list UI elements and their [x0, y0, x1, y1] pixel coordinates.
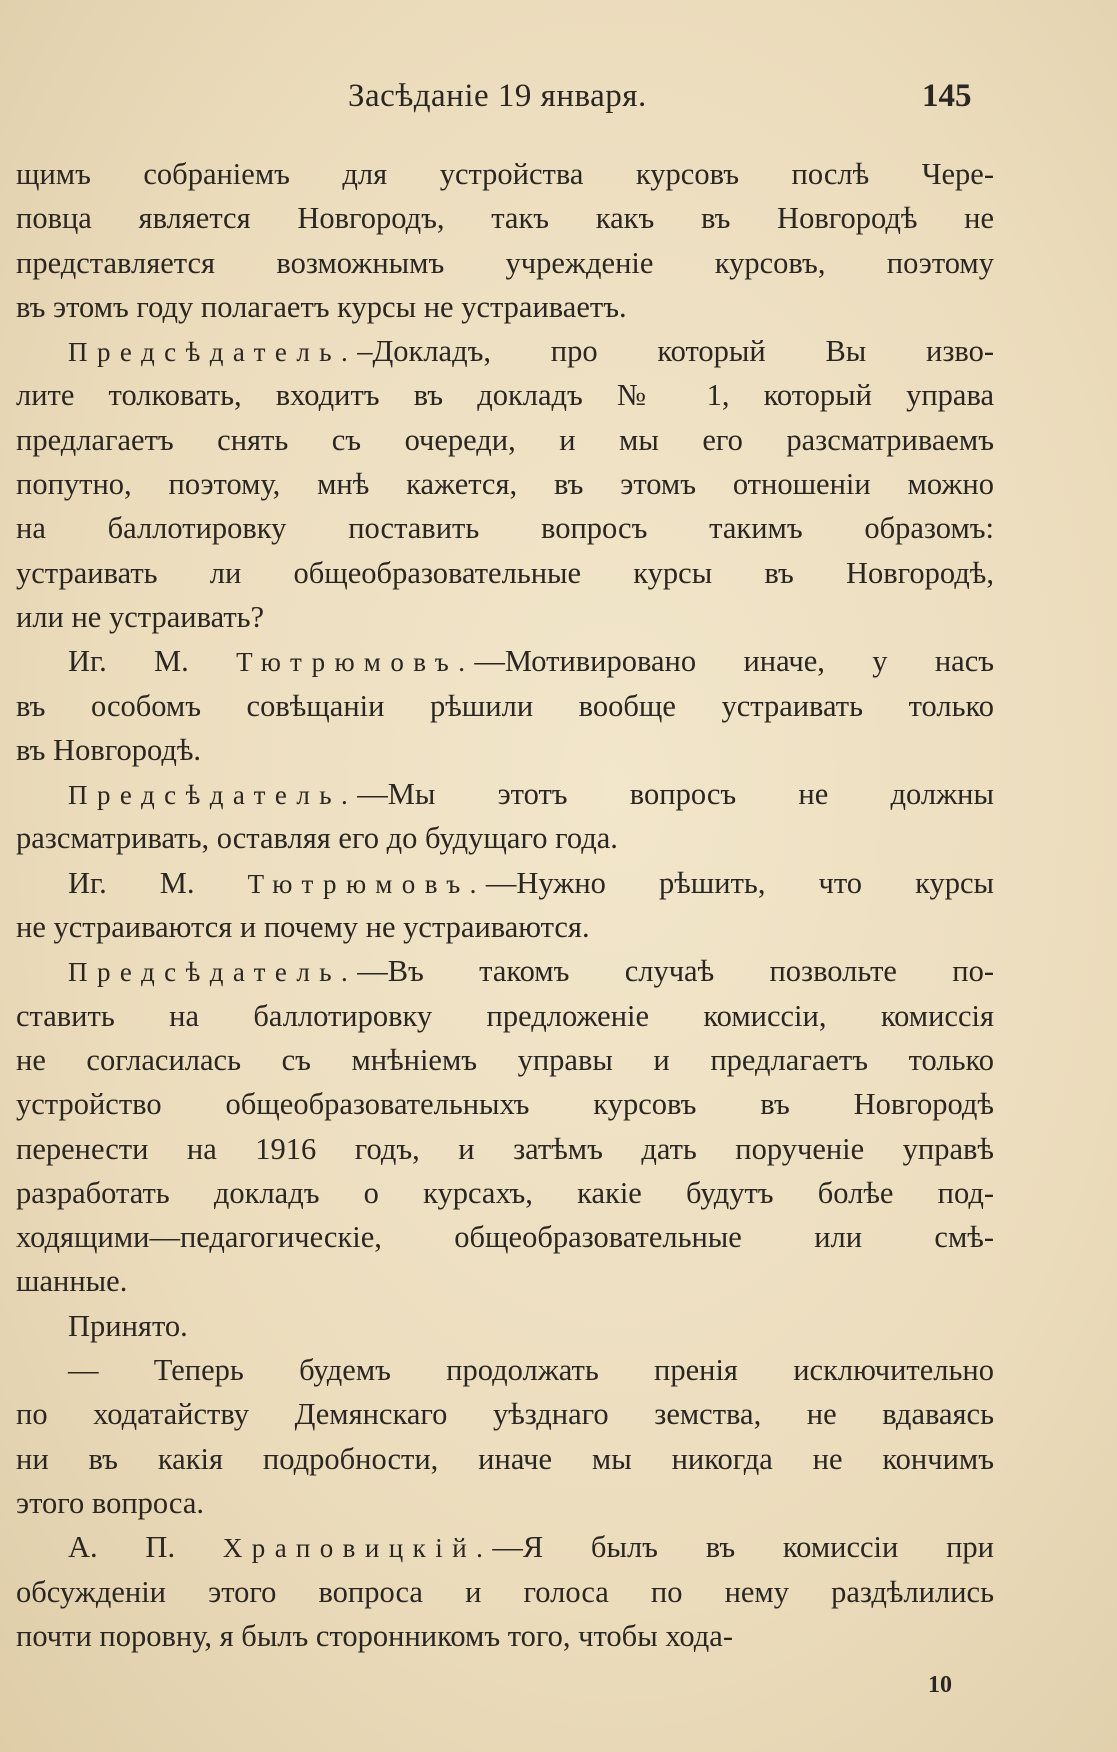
line-text: попутно, поэтому, мнѣ кажется, въ этомъ отношеніи можно: [16, 467, 994, 502]
line-text: Принято.: [68, 1308, 188, 1343]
line-text: –Докладъ, про который Вы изво-: [357, 334, 994, 369]
speaker-initials: А. П.: [68, 1530, 223, 1565]
paragraph: [16, 329, 994, 639]
line-text: не согласилась съ мнѣніемъ управы и предлагаетъ только: [16, 1042, 994, 1077]
paragraph: [16, 152, 994, 329]
line-text: —Мы этотъ вопросъ не должны: [357, 777, 994, 812]
speaker-name: Тютрюмовъ.: [236, 647, 475, 678]
page-number: 145: [922, 78, 972, 114]
line-text: въ этомъ году полагаетъ курсы не устраиваетъ.: [16, 289, 627, 324]
line-text: —Мотивировано иначе, у насъ: [474, 644, 994, 679]
page-header: [0, 78, 1117, 128]
text-line: [16, 506, 994, 550]
text-line: [16, 684, 994, 728]
line-text: ходящими—педагогическіе, общеобразовательные или смѣ-: [16, 1220, 994, 1255]
text-line: [16, 905, 994, 949]
text-line: [16, 728, 994, 772]
text-line: [16, 1171, 994, 1215]
text-line: [16, 1127, 994, 1171]
text-line: [16, 196, 994, 240]
line-text: представляется возможнымъ учрежденіе курсовъ, поэтому: [16, 245, 994, 280]
speaker-initials: Иг. М.: [68, 865, 248, 900]
line-text: ставить на баллотировку предложеніе комиссіи, комиссія: [16, 998, 994, 1033]
paragraph: [16, 949, 994, 1303]
line-text: повца является Новгородъ, такъ какъ въ Новгородѣ не: [16, 201, 994, 236]
line-text: разработать докладъ о курсахъ, какіе будутъ болѣе под-: [16, 1175, 994, 1210]
line-text: разсматривать, оставляя его до будущаго года.: [16, 821, 618, 856]
line-text: или не устраивать?: [16, 599, 265, 634]
line-text: въ особомъ совѣщаніи рѣшили вообще устраивать только: [16, 688, 994, 723]
line-text: этого вопроса.: [16, 1485, 204, 1520]
paragraph: [16, 1304, 994, 1348]
line-text: шанные.: [16, 1264, 128, 1299]
text-line: [16, 1481, 994, 1525]
text-line: [16, 1082, 994, 1126]
speaker-name: Предсѣдатель.: [68, 337, 358, 368]
text-line: [16, 1304, 994, 1348]
line-text: предлагаетъ снять съ очереди, и мы его разсматриваемъ: [16, 422, 994, 457]
text-line: [16, 152, 994, 196]
paragraph: [16, 772, 994, 861]
speaker-name: Предсѣдатель.: [68, 780, 358, 811]
signature-mark: 10: [928, 1672, 952, 1698]
paragraph: [16, 861, 994, 950]
text-line: [16, 639, 994, 683]
text-line: [16, 1038, 994, 1082]
text-line: [16, 595, 994, 639]
text-line: [16, 1215, 994, 1259]
line-text: щимъ собраніемъ для устройства курсовъ послѣ Чере-: [16, 157, 994, 191]
paragraph: [16, 639, 994, 772]
text-line: [16, 816, 994, 860]
text-line: [16, 1570, 994, 1614]
line-text: не устраиваются и почему не устраиваются.: [16, 910, 590, 945]
line-text: на баллотировку поставить вопросъ такимъ образомъ:: [16, 511, 994, 546]
speaker-name: Тютрюмовъ.: [247, 868, 486, 899]
text-line: [16, 1259, 994, 1303]
text-line: [16, 994, 994, 1038]
line-text: въ Новгородѣ.: [16, 732, 202, 767]
line-text: — Теперь будемъ продолжать пренія исключительно: [68, 1353, 994, 1388]
text-line: [16, 462, 994, 506]
text-line: [16, 1525, 994, 1569]
line-text: по ходатайству Демянскаго уѣзднаго земства, не вдаваясь: [16, 1397, 994, 1432]
line-text: —Я былъ въ комиссіи при: [492, 1530, 994, 1565]
text-line: [16, 772, 994, 816]
paragraph: [16, 1348, 994, 1525]
text-line: [16, 1348, 994, 1392]
speaker-name: Храповицкій.: [222, 1533, 493, 1564]
text-line: [16, 285, 994, 329]
text-line: [16, 418, 994, 462]
line-text: почти поровну, я былъ сторонникомъ того, чтобы хода-: [16, 1618, 733, 1653]
body-text: [16, 152, 994, 1658]
running-title: Засѣданіе 19 января.: [348, 78, 647, 114]
line-text: —Нужно рѣшить, что курсы: [485, 865, 994, 900]
text-line: [16, 1614, 994, 1658]
text-line: [16, 551, 994, 595]
paragraph: [16, 1525, 994, 1658]
line-text: обсужденіи этого вопроса и голоса по нему раздѣлились: [16, 1574, 994, 1609]
text-line: [16, 329, 994, 373]
text-line: [16, 1392, 994, 1436]
text-line: [16, 1437, 994, 1481]
speaker-name: Предсѣдатель.: [68, 957, 358, 988]
speaker-initials: Иг. М.: [68, 644, 237, 679]
line-text: ни въ какія подробности, иначе мы никогда не кончимъ: [16, 1441, 994, 1476]
line-text: перенести на 1916 годъ, и затѣмъ дать порученіе управѣ: [16, 1131, 994, 1166]
text-line: [16, 949, 994, 993]
text-line: [16, 241, 994, 285]
text-line: [16, 861, 994, 905]
line-text: устройство общеобразовательныхъ курсовъ въ Новгородѣ: [16, 1087, 994, 1122]
line-text: —Въ такомъ случаѣ позвольте по-: [357, 954, 994, 989]
line-text: лите толковать, входитъ въ докладъ № 1, который управа: [16, 378, 994, 413]
text-line: [16, 373, 994, 417]
line-text: устраивать ли общеобразовательные курсы въ Новгородѣ,: [16, 555, 994, 590]
